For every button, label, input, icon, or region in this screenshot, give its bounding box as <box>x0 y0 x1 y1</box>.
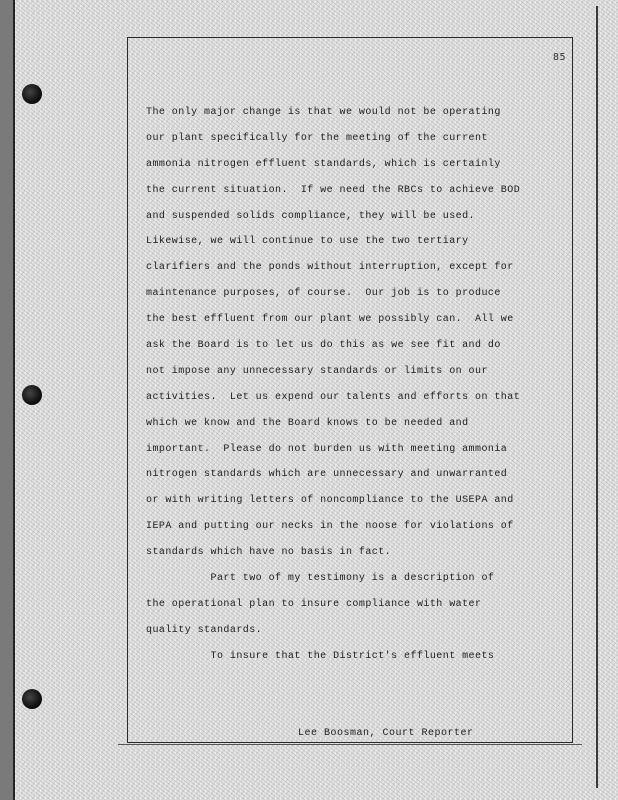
punch-hole-middle <box>22 385 42 405</box>
transcript-line: ammonia nitrogen effluent standards, which is certainly <box>146 158 501 170</box>
transcript-line: important. Please do not burden us with meeting ammonia <box>146 443 508 455</box>
transcript-line: quality standards. <box>146 624 263 636</box>
transcript-line: clarifiers and the ponds without interruption, except for <box>146 262 514 274</box>
transcript-line: and suspended solids compliance, they will be used. <box>146 210 475 222</box>
transcript-body <box>146 100 586 670</box>
punch-hole-top <box>22 84 42 104</box>
transcript-line: standards which have no basis in fact. <box>146 547 392 559</box>
transcript-line: nitrogen standards which are unnecessary and unwarranted <box>146 469 508 481</box>
transcript-line: activities. Let us expend our talents and efforts on that <box>146 391 521 403</box>
transcript-line: ask the Board is to let us do this as we see fit and do <box>146 340 501 352</box>
transcript-line: IEPA and putting our necks in the noose for violations of <box>146 521 514 533</box>
punch-hole-bottom <box>22 689 42 709</box>
transcript-line: maintenance purposes, of course. Our job is to produce <box>146 288 501 300</box>
transcript-line: our plant specifically for the meeting of the current <box>146 132 488 144</box>
transcript-line: the current situation. If we need the RBCs to achieve BOD <box>146 184 521 196</box>
binding-edge-line <box>13 0 15 800</box>
court-reporter-footer: Lee Boosman, Court Reporter <box>298 728 474 739</box>
page-right-edge <box>596 6 598 788</box>
transcript-line: or with writing letters of noncompliance to the USEPA and <box>146 495 514 507</box>
page-number: 85 <box>553 52 567 63</box>
binding-edge <box>0 0 13 800</box>
transcript-line: not impose any unnecessary standards or limits on our <box>146 365 488 377</box>
transcript-line: To insure that the District's effluent meets <box>146 650 495 662</box>
transcript-line: Part two of my testimony is a description of <box>146 573 495 585</box>
transcript-line: which we know and the Board knows to be needed and <box>146 417 469 429</box>
frame-bottom-rule <box>118 744 582 745</box>
transcript-line: the operational plan to insure compliance with water <box>146 598 482 610</box>
transcript-line: the best effluent from our plant we possibly can. All we <box>146 314 514 326</box>
transcript-line: The only major change is that we would not be operating <box>146 107 501 118</box>
transcript-line: Likewise, we will continue to use the two tertiary <box>146 236 469 248</box>
